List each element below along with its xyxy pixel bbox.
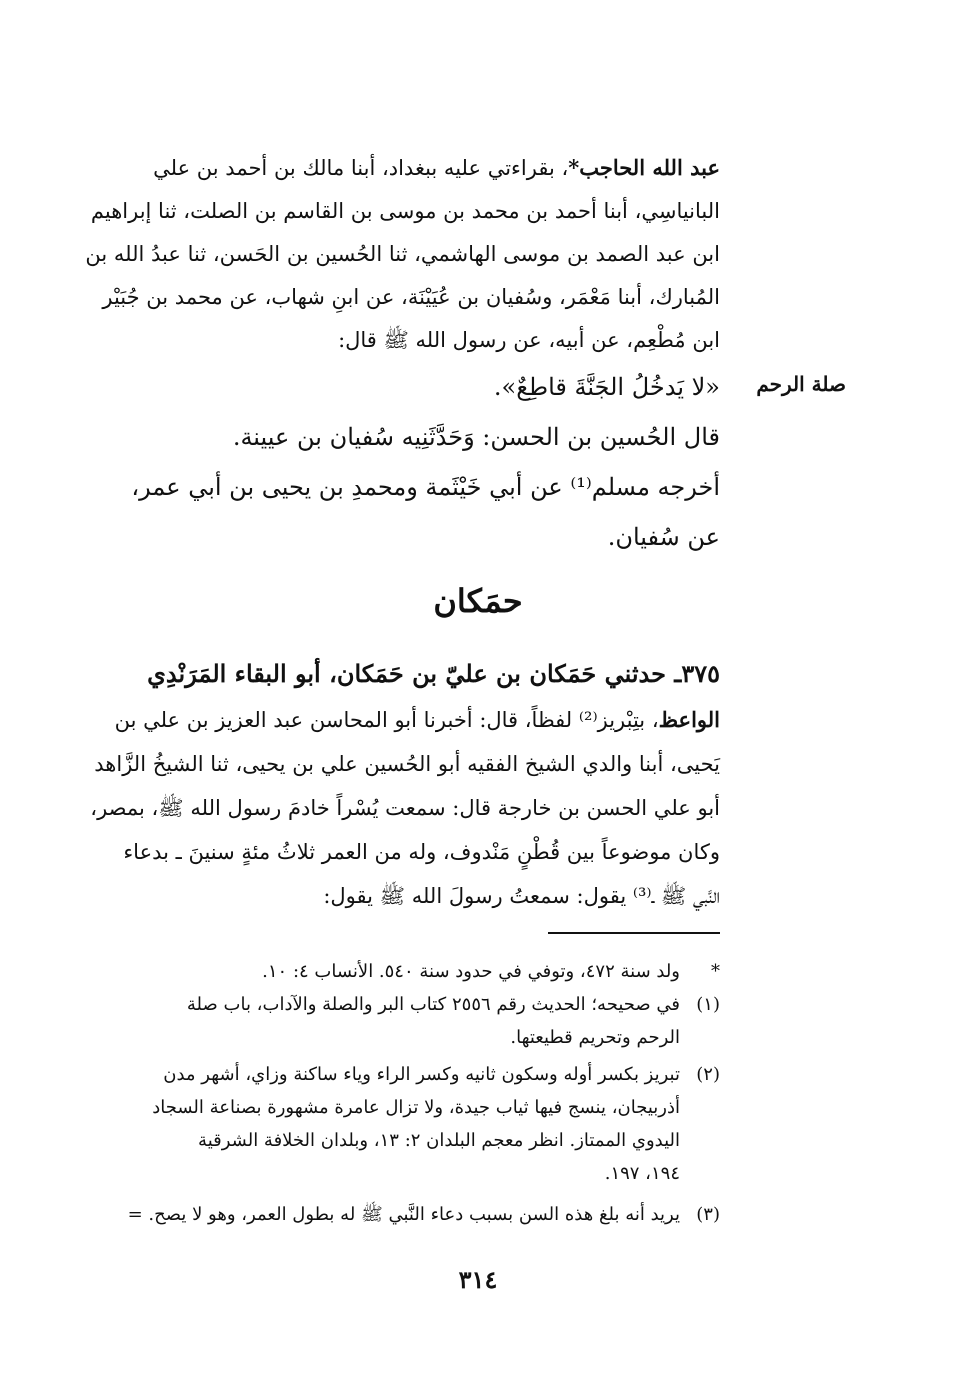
- entry-line-2: الواعظ، بتِبْريز⁽²⁾ لفظاً، قال: أخبرنا أبو المحاسن عبد العزيز بن علي بن: [114, 707, 720, 732]
- footnote-1: [108, 988, 720, 1054]
- footnote-text: تبريز بكسر أوله وسكون ثانيه وكسر الراء وياء ساكنة وزاي، أشهر مدن أذربيجان، ينسج فيها ثياب جيدة، ولا تزال عامرة مشهورة بصناعة السجاد اليدوي الممتاز. انظر معجم البلدان ٢: ١٣، وبلدان الخلافة الشرقية ١٩٤، ١٩٧.: [152, 1064, 680, 1184]
- main-line-4: المُبارك، أبنا مَعْمَر، وسُفيان بن عُيَيْنَة، عن ابنِ شهاب، عن محمد بن جُبَيْر: [102, 285, 720, 309]
- main-line-3: ابن عبد الصمد بن موسى الهاشمي، ثنا الحُسين بن الحَسن، ثنا عبدُ الله بن: [85, 242, 720, 266]
- footnote-divider: [548, 932, 720, 934]
- main-text: [85, 146, 720, 562]
- main-line-5: ابن مُطْعِم، عن أبيه، عن رسول الله ﷺ قال:: [338, 328, 720, 352]
- footnote-text: في صحيحه؛ الحديث رقم ٢٥٥٦ كتاب البر والصلة والآداب، باب صلة الرحم وتحريم قطيعتها.: [186, 994, 680, 1048]
- main-line-2: البانياسِي، أبنا أحمد بن محمد بن موسى بن القاسم بن الصلت، ثنا إبراهيم: [90, 199, 720, 223]
- entry-line-1: ٣٧٥ـ حدثني حَمَكان بن عليّ بن حَمَكان، أبو البقاء المَرَنْدِي: [147, 659, 720, 688]
- entry-text: [90, 650, 720, 918]
- footnote-marker: (٢): [696, 1064, 720, 1085]
- footnote-marker: (٣): [696, 1204, 720, 1225]
- main-line-1: عبد الله الحاجب*، بقراءتي عليه ببغداد، أبنا مالك بن أحمد بن علي: [153, 155, 720, 180]
- entry-line-4: أبو علي الحسن بن خارجة قال: سمعت يُسْراً خادمَ رسول الله ﷺ، بمصر،: [90, 796, 720, 820]
- page-number: ٣١٤: [458, 1265, 498, 1294]
- author-name: عبد الله الحاجب*: [568, 155, 720, 180]
- margin-note: صلة الرحم: [756, 372, 846, 396]
- footnote-text: ولد سنة ٤٧٢، وتوفي في حدود سنة ٥٤٠. الأنساب ٤: ١٠.: [262, 961, 680, 982]
- footnote-2: [108, 1058, 720, 1190]
- footnote-marker: (١): [696, 994, 720, 1015]
- entry-line-6: النَّبي ﷺ ـ⁽³⁾ يقول: سمعتُ رسولَ الله ﷺ يقول:: [323, 884, 720, 908]
- footnote-text: يريد أنه بلغ هذه السن بسبب دعاء النَّبي ﷺ له بطول العمر، وهو لا يصح. =: [127, 1204, 680, 1225]
- footnote-star: [108, 955, 720, 988]
- footnote-marker: *: [711, 961, 720, 982]
- entry-line-3: يَحيى، أبنا والدي الشيخ الفقيه أبو الحُسين علي بن يحيى، ثنا الشيخُ الزَّاهد: [94, 752, 720, 776]
- hadith-text: «لا يَدخُلُ الجَنَّةَ قاطِعٌ».: [493, 373, 720, 401]
- footnote-3: [108, 1198, 720, 1231]
- main-line-7: قال الحُسين بن الحسن: وَحَدَّثَنِيه سُفيان بن عيينة.: [232, 423, 720, 451]
- main-line-8: أخرجه مسلم⁽¹⁾ عن أبي خَيْثَمة ومحمدِ بن يحيى بن أبي عمر،: [131, 473, 720, 501]
- section-heading: حمَكان: [433, 582, 523, 620]
- main-line-9: عن سُفيان.: [607, 523, 720, 551]
- entry-line-5: وكان موضوعاً بين قُطْنٍ مَنْدوف، وله من العمر ثلاثُ مئةٍ سنينَ ـ بدعاء: [123, 840, 720, 864]
